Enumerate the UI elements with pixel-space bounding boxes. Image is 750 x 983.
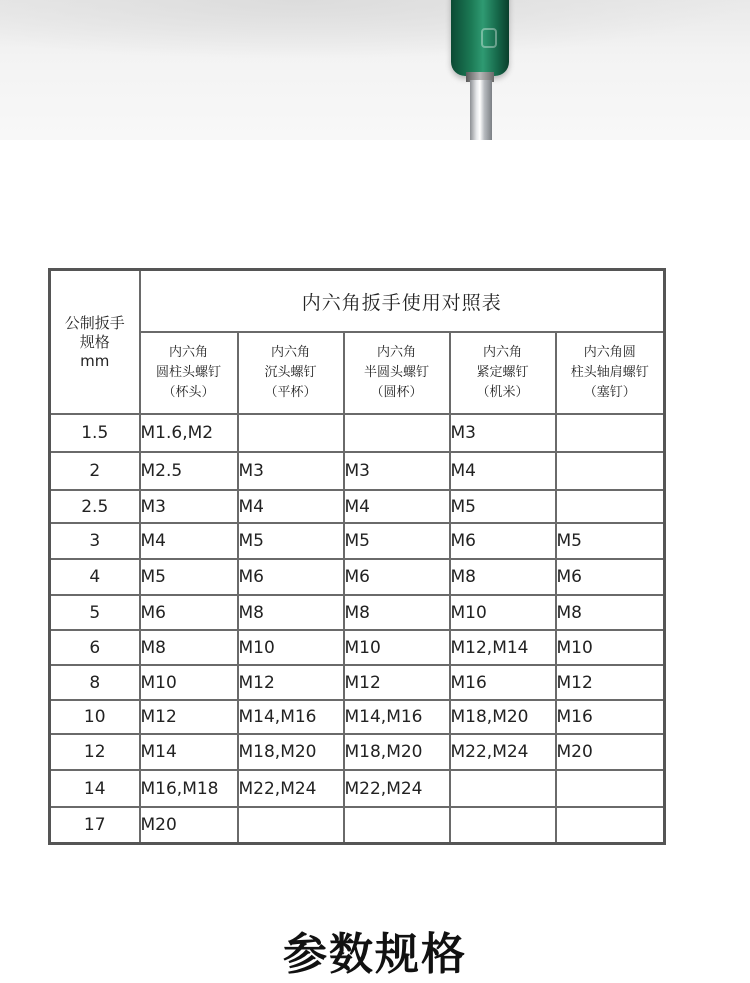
column-header-line: 内六角 [482,345,522,360]
table-row [50,414,665,452]
size-header-line-1: 公制扳手 [64,313,125,332]
screw-size-cell: M14,M16 [344,700,450,734]
screw-size-cell: M10 [450,595,556,630]
wrench-size-cell: 2.5 [50,490,140,523]
screw-size-cell: M10 [556,630,665,665]
handle-logo-mark [481,28,497,48]
column-header-line: （机米） [476,385,529,400]
screw-size-cell: M16 [556,700,665,734]
table-row [50,734,665,770]
screw-size-cell [556,807,665,843]
screw-size-cell: M1.6,M2 [140,414,238,452]
screw-size-cell [238,414,344,452]
screw-size-cell: M14 [140,734,238,770]
wrench-size-cell: 2 [50,452,140,490]
screw-size-cell: M6 [450,523,556,559]
table-row [50,523,665,559]
screw-size-cell: M8 [140,630,238,665]
screw-size-cell: M4 [344,490,450,523]
screw-size-cell: M18,M20 [238,734,344,770]
product-photo [0,0,750,140]
column-header-line: 紧定螺钉 [476,365,529,380]
wrench-size-cell: 1.5 [50,414,140,452]
hex-wrench-reference-table [48,268,666,845]
screw-size-cell: M20 [556,734,665,770]
wrench-handle [451,0,509,76]
screw-size-cell: M6 [344,559,450,595]
table-row [50,700,665,734]
screw-size-cell: M6 [140,595,238,630]
column-header-line: 半圆头螺钉 [363,365,429,380]
table-row [50,490,665,523]
size-column-header [50,270,140,415]
screw-size-cell: M12 [238,665,344,700]
column-header-line: 内六角 [376,345,416,360]
screw-size-cell: M5 [556,523,665,559]
screw-size-cell: M12 [140,700,238,734]
column-header-line: （杯头） [162,385,215,400]
column-header-line: 沉头螺钉 [264,365,317,380]
screw-size-cell: M2.5 [140,452,238,490]
table-row [50,807,665,843]
wrench-size-cell: 4 [50,559,140,595]
table-row [50,665,665,700]
wrench-size-cell: 3 [50,523,140,559]
column-header-line: 圆柱头螺钉 [155,365,221,380]
screw-size-cell: M5 [140,559,238,595]
column-header-line: 内六角 [168,345,208,360]
screw-size-cell: M8 [556,595,665,630]
table-row [50,559,665,595]
screw-size-cell: M22,M24 [238,770,344,807]
screw-size-cell: M8 [344,595,450,630]
screw-size-cell: M6 [238,559,344,595]
column-header-4 [450,332,556,414]
column-header-2 [238,332,344,414]
wrench-size-cell: 12 [50,734,140,770]
column-header-row [50,332,665,414]
screw-size-cell: M22,M24 [450,734,556,770]
wrench-shaft [470,80,492,140]
column-header-line: （塞钉） [583,385,636,400]
screw-size-cell: M5 [344,523,450,559]
screw-size-cell [556,490,665,523]
column-header-line: （平杯） [264,385,317,400]
screw-size-cell: M8 [450,559,556,595]
column-header-5 [556,332,665,414]
screw-size-cell [450,807,556,843]
wrench-size-cell: 6 [50,630,140,665]
screw-size-cell: M5 [450,490,556,523]
screw-size-cell: M18,M20 [450,700,556,734]
photo-background [0,0,750,60]
screw-size-cell: M4 [450,452,556,490]
screw-size-cell: M10 [140,665,238,700]
screw-size-cell: M12 [344,665,450,700]
table-row [50,452,665,490]
screw-size-cell: M12,M14 [450,630,556,665]
column-header-3 [344,332,450,414]
screw-size-cell [344,807,450,843]
table-title: 内六角扳手使用对照表 [140,270,665,333]
column-header-1 [140,332,238,414]
screw-size-cell [556,414,665,452]
wrench-size-cell: 14 [50,770,140,807]
screw-size-cell: M12 [556,665,665,700]
screw-size-cell: M10 [238,630,344,665]
screw-size-cell: M5 [238,523,344,559]
column-header-line: （圆杯） [370,385,423,400]
table-row [50,595,665,630]
screw-size-cell: M6 [556,559,665,595]
screw-size-cell: M22,M24 [344,770,450,807]
screw-size-cell: M16 [450,665,556,700]
wrench-size-cell: 8 [50,665,140,700]
screw-size-cell [450,770,556,807]
size-header-line-2: 规格 [79,332,110,351]
wrench-size-cell: 10 [50,700,140,734]
screw-size-cell: M14,M16 [238,700,344,734]
screw-size-cell [556,452,665,490]
screw-size-cell: M4 [238,490,344,523]
screw-size-cell: M4 [140,523,238,559]
screw-size-cell: M3 [140,490,238,523]
screw-size-cell: M10 [344,630,450,665]
screw-size-cell: M18,M20 [344,734,450,770]
column-header-line: 柱头轴肩螺钉 [570,365,649,380]
wrench-size-cell: 5 [50,595,140,630]
screw-size-cell [556,770,665,807]
table-row [50,630,665,665]
wrench-size-cell: 17 [50,807,140,843]
size-header-line-3: mm [80,351,110,370]
screw-size-cell: M8 [238,595,344,630]
screw-size-cell: M3 [450,414,556,452]
screw-size-cell: M3 [238,452,344,490]
table-row [50,770,665,807]
screw-size-cell: M3 [344,452,450,490]
table-body [50,414,665,843]
column-header-line: 内六角 [270,345,310,360]
section-title: 参数规格 [283,929,467,980]
screw-size-cell [238,807,344,843]
column-header-line: 内六角圆 [583,345,636,360]
screw-size-cell: M20 [140,807,238,843]
screw-size-cell [344,414,450,452]
screw-size-cell: M16,M18 [140,770,238,807]
